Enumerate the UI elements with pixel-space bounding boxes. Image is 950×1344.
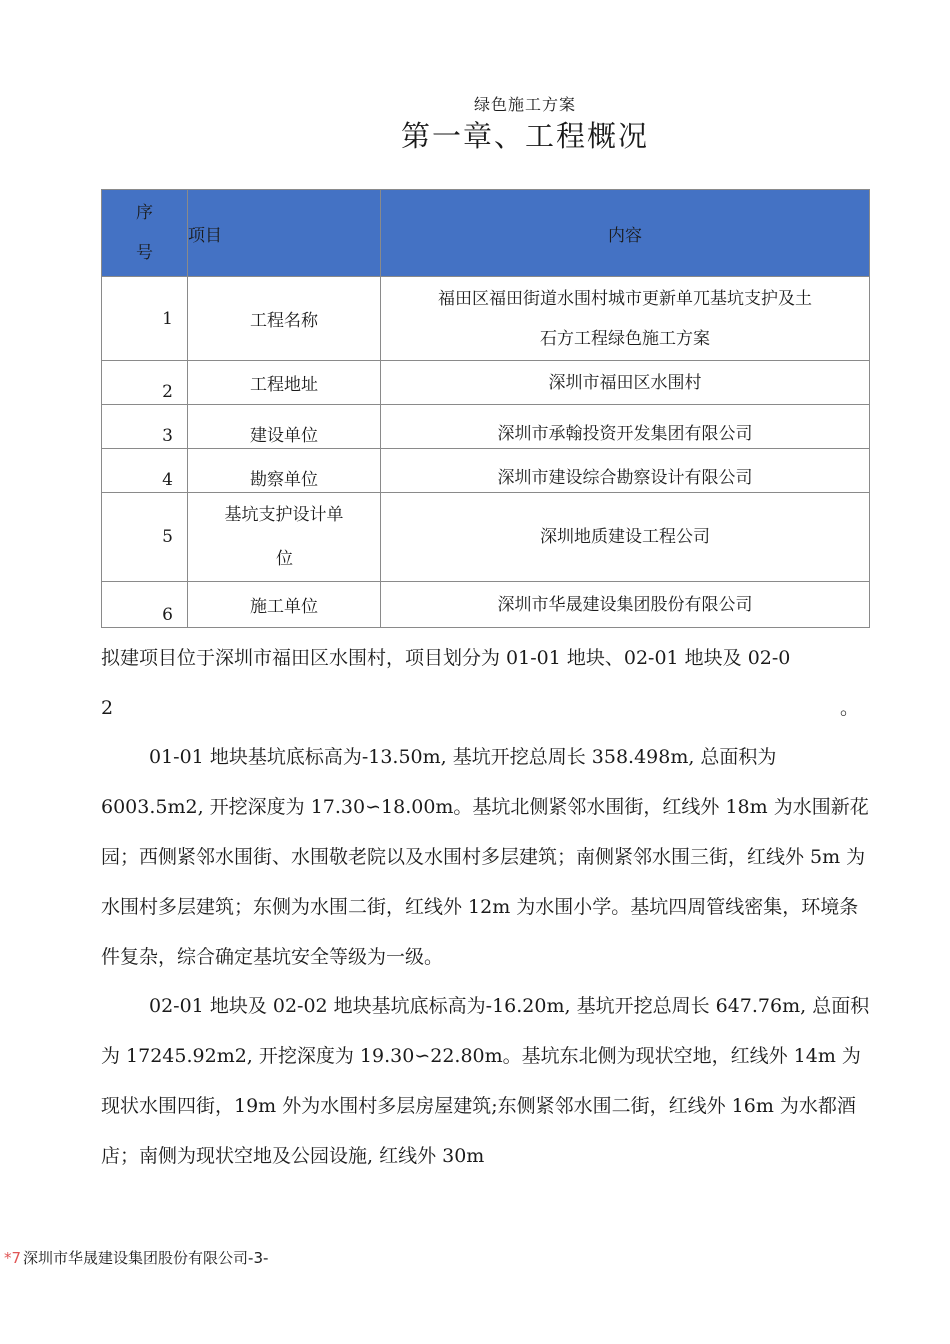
chapter-title: 第一章、工程概况 [400,119,649,153]
row-num: 4 [102,449,188,493]
row-content: 深圳市承翰投资开发集团有限公司 [381,405,870,449]
row-num: 1 [102,277,188,361]
footer-text: 深圳市华晟建设集团股份有限公司-3- [23,1249,269,1267]
row-content: 深圳地质建设工程公司 [381,493,870,582]
page-footer [4,1247,268,1268]
paragraph-project-location: 拟建项目位于深圳市福田区水围村，项目划分为 01-01 地块、02-01 地块及 02-0 2 。 [101,647,859,719]
table-row [102,449,870,493]
row-num: 6 [102,582,188,628]
document-title: 绿色施工方案 [473,95,576,114]
paragraph-plot-02: 02-01 地块及 02-02 地块基坑底标高为-16.20m, 基坑开挖总周长 647.76m, 总面积为 17245.92m2, 开挖深度为 19.30∽22.80m。基坑东北侧为现状空地，红线外 14m 为现状水围四街，19m 外为水围村多层房屋建筑;东侧紧邻水围二街，红线外 16m 为水都酒店；南侧为现状空地及公园设施, 红线外 30m [101,995,870,1167]
table-row [102,405,870,449]
row-item: 工程地址 [188,361,381,405]
row-num: 2 [102,361,188,405]
project-overview-table [101,189,870,628]
row-content: 深圳市华晟建设集团股份有限公司 [381,582,870,628]
row-content: 福田区福田街道水围村城市更新单兀基坑支护及土 石方工程绿色施工方案 [381,277,870,361]
footer-mark: *7 [4,1249,22,1267]
header-num: 序 号 [102,190,188,277]
table-row [102,277,870,361]
row-item: 工程名称 [188,277,381,361]
table-header-row [102,190,870,277]
table-row [102,361,870,405]
table-row [102,493,870,582]
row-item: 基坑支护设计单 位 [188,493,381,582]
row-content: 深圳市福田区水围村 [381,361,870,405]
paragraph-plot-01-01: 01-01 地块基坑底标高为-13.50m, 基坑开挖总周长 358.498m, 总面积为 6003.5m2, 开挖深度为 17.30∽18.00m。基坑北侧紧邻水围街，红线外 18m 为水围新花园；西侧紧邻水围街、水围敬老院以及水围村多层建筑；南侧紧邻水围三街，红线外 5m 为水围村多层建筑；东侧为水围二街，红线外 12m 为水围小学。基坑四周管线密集，环境条件复杂，综合确定基坑安全等级为一级。 [101,746,869,968]
row-item: 施工单位 [188,582,381,628]
row-num: 5 [102,493,188,582]
row-content: 深圳市建设综合勘察设计有限公司 [381,449,870,493]
row-num: 3 [102,405,188,449]
header-item: 项目 [188,190,381,277]
row-item: 勘察单位 [188,449,381,493]
table-row [102,582,870,628]
row-item: 建设单位 [188,405,381,449]
header-content: 内容 [381,190,870,277]
